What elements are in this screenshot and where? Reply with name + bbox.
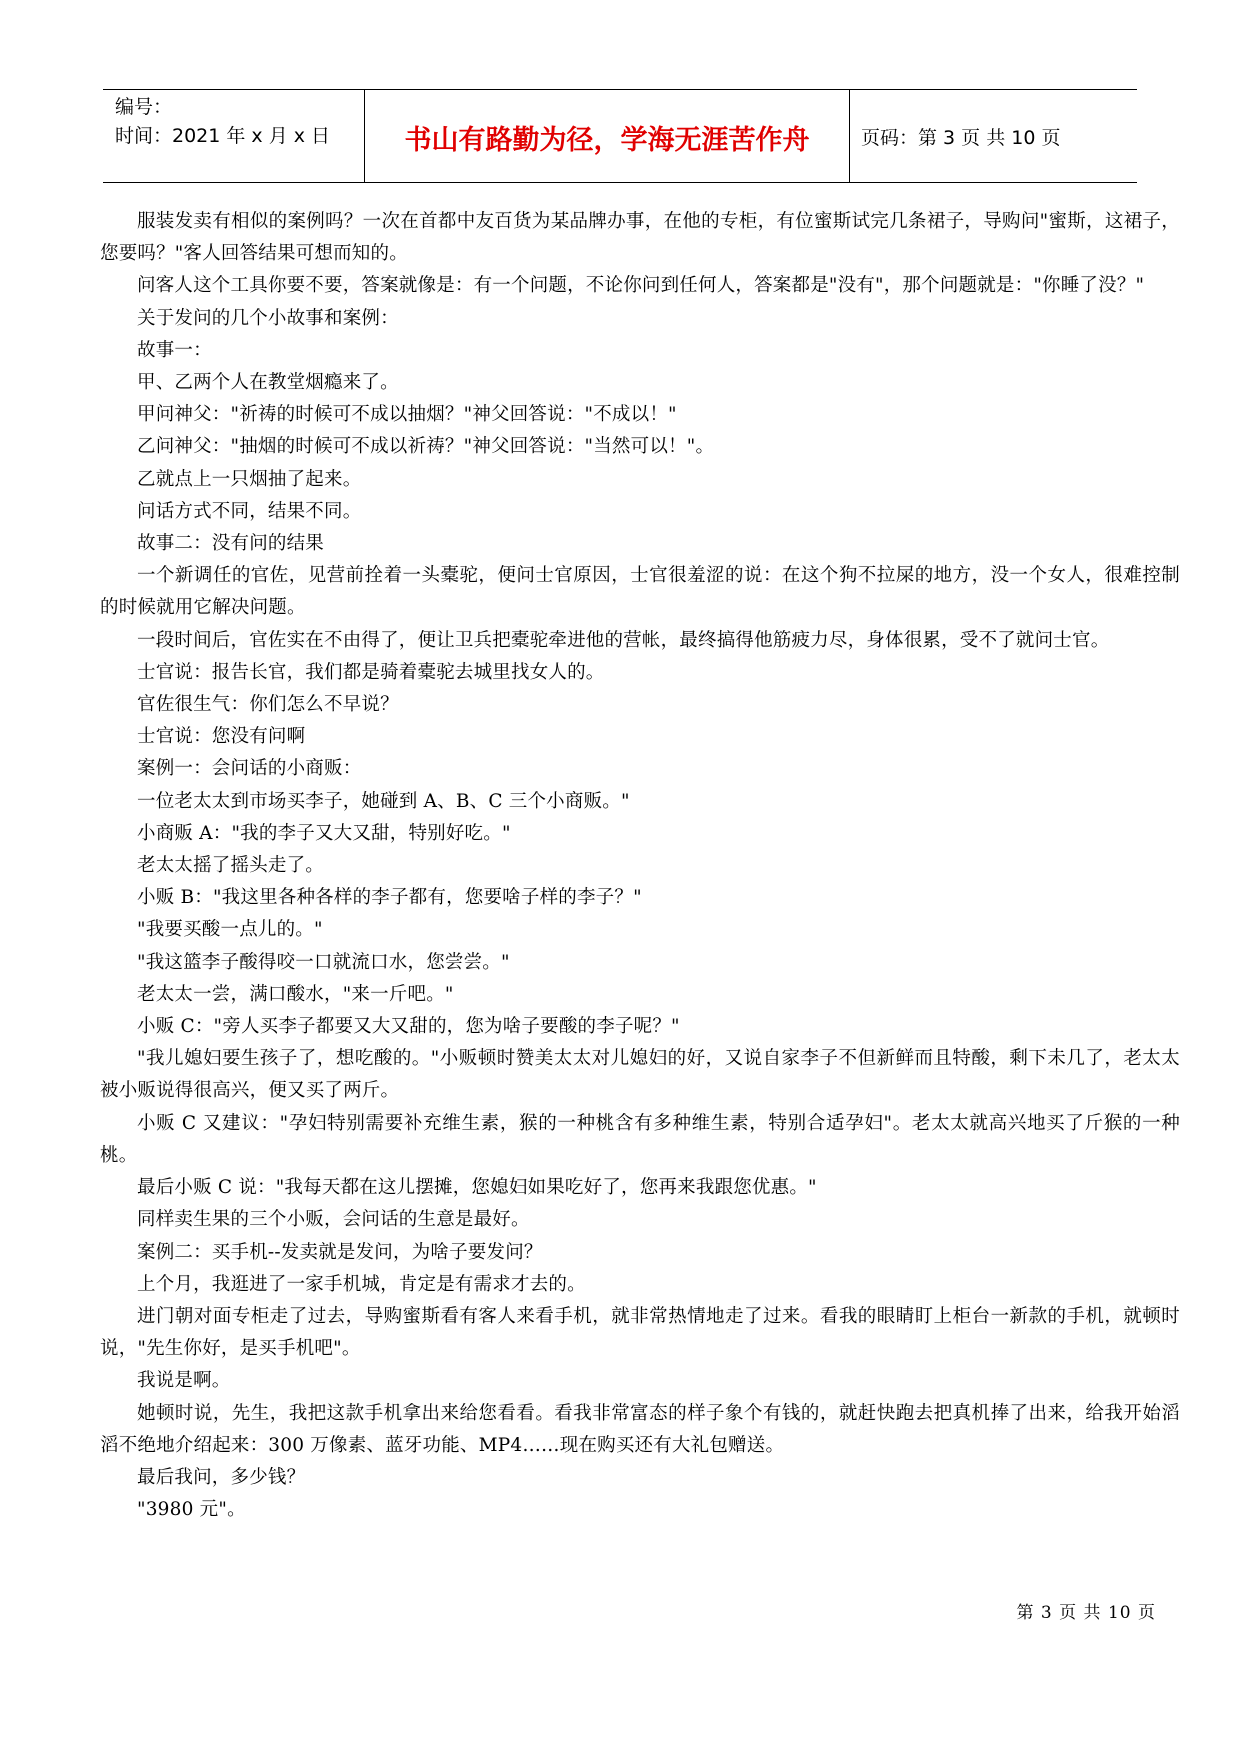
header-pagecode-cell xyxy=(849,90,1137,182)
page-footer: 第 3 页 共 10 页 xyxy=(1016,1603,1156,1623)
paragraph: 最后小贩 C 说："我每天都在这儿摆摊，您媳妇如果吃好了，您再来我跟您优惠。" xyxy=(137,1177,817,1199)
paragraph: 进门朝对面专柜走了过去，导购蜜斯看有客人来看手机，就非常热情地走了过来。看我的眼睛盯上柜台一新款的手机，就顿时说，"先生你好，是买手机吧"。 xyxy=(100,1305,1180,1360)
header-number-label: 编号： xyxy=(115,96,173,118)
paragraph: 甲问神父："祈祷的时候可不成以抽烟？"神父回答说："不成以！" xyxy=(137,404,677,426)
paragraph: 老太太一尝，满口酸水，"来一斤吧。" xyxy=(137,983,454,1005)
paragraph: "3980 元"。 xyxy=(137,1499,246,1521)
paragraph: "我要买酸一点儿的。" xyxy=(137,919,323,941)
paragraph: 官佐很生气：你们怎么不早说？ xyxy=(137,694,399,716)
paragraph: 一位老太太到市场买李子，她碰到 A、B、C 三个小商贩。" xyxy=(137,790,630,812)
paragraph: 小商贩 A："我的李子又大又甜，特别好吃。" xyxy=(137,822,511,844)
page-header xyxy=(103,89,1137,183)
paragraph: 士官说：报告长官，我们都是骑着橐驼去城里找女人的。 xyxy=(137,661,605,683)
paragraph: 案例一：会问话的小商贩： xyxy=(137,758,362,780)
paragraph: 同样卖生果的三个小贩，会问话的生意是最好。 xyxy=(137,1209,530,1231)
paragraph: "我儿媳妇要生孩子了，想吃酸的。"小贩顿时赞美太太对儿媳妇的好，又说自家李子不但新鲜而且特酸，剩下未几了，老太太被小贩说得很高兴，便又买了两斤。 xyxy=(100,1048,1180,1102)
paragraph: 小贩 C："旁人买李子都要又大又甜的，您为啥子要酸的李子呢？" xyxy=(137,1016,680,1038)
header-motto-cell xyxy=(364,90,850,182)
paragraph: 案例二：买手机--发卖就是发问，为啥子要发问？ xyxy=(137,1241,543,1263)
document-body xyxy=(100,206,1180,1526)
header-time-label: 时间：2021 年 x 月 x 日 xyxy=(115,125,331,147)
paragraph: 问话方式不同，结果不同。 xyxy=(137,500,362,522)
paragraph: 关于发问的几个小故事和案例： xyxy=(137,307,399,329)
paragraph: 士官说：您没有问啊 xyxy=(137,726,306,748)
paragraph: 甲、乙两个人在教堂烟瘾来了。 xyxy=(137,372,399,394)
paragraph: 小贩 B："我这里各种各样的李子都有，您要啥子样的李子？" xyxy=(137,887,642,909)
paragraph: 一段时间后，官佐实在不由得了，便让卫兵把橐驼牵进他的营帐，最终搞得他筋疲力尽，身体很累，受不了就问士官。 xyxy=(137,629,1110,651)
paragraph: 故事二：没有问的结果 xyxy=(137,533,325,555)
paragraph: 小贩 C 又建议："孕妇特别需要补充维生素，猴的一种桃含有多种维生素，特别合适孕妇"。老太太就高兴地买了斤猴的一种桃。 xyxy=(100,1112,1180,1166)
paragraph: 问客人这个工具你要不要，答案就像是：有一个问题，不论你问到任何人，答案都是"没有"，那个问题就是："你睡了没？" xyxy=(137,275,1145,297)
header-motto: 书山有路勤为径，学海无涯苦作舟 xyxy=(404,125,810,156)
paragraph: 一个新调任的官佐，见营前拴着一头橐驼，便问士官原因，士官很羞涩的说：在这个狗不拉屎的地方，没一个女人，很难控制的时候就用它解决问题。 xyxy=(100,565,1180,619)
paragraph: 上个月，我逛进了一家手机城，肯定是有需求才去的。 xyxy=(137,1273,586,1295)
paragraph: 我说是啊。 xyxy=(137,1370,231,1392)
paragraph: 老太太摇了摇头走了。 xyxy=(137,855,325,877)
paragraph: 服装发卖有相似的案例吗？一次在首都中友百货为某品牌办事，在他的专柜，有位蜜斯试完几条裙子，导购问"蜜斯，这裙子，您要吗？"客人回答结果可想而知的。 xyxy=(100,211,1180,265)
paragraph: 乙就点上一只烟抽了起来。 xyxy=(137,468,362,490)
header-page-code: 页码：第 3 页 共 10 页 xyxy=(861,127,1061,149)
header-info-cell xyxy=(103,90,363,182)
paragraph: 最后我问，多少钱？ xyxy=(137,1466,306,1488)
paragraph: "我这篮李子酸得咬一口就流口水，您尝尝。" xyxy=(137,951,510,973)
paragraph: 乙问神父："抽烟的时候可不成以祈祷？"神父回答说："当然可以！"。 xyxy=(137,436,715,458)
paragraph: 她顿时说，先生，我把这款手机拿出来给您看看。看我非常富态的样子象个有钱的，就赶快跑去把真机捧了出来，给我开始滔滔不绝地介绍起来：300 万像素、蓝牙功能、MP4……现在购买还有大礼包赠送。 xyxy=(100,1402,1180,1456)
paragraph: 故事一： xyxy=(137,339,212,361)
